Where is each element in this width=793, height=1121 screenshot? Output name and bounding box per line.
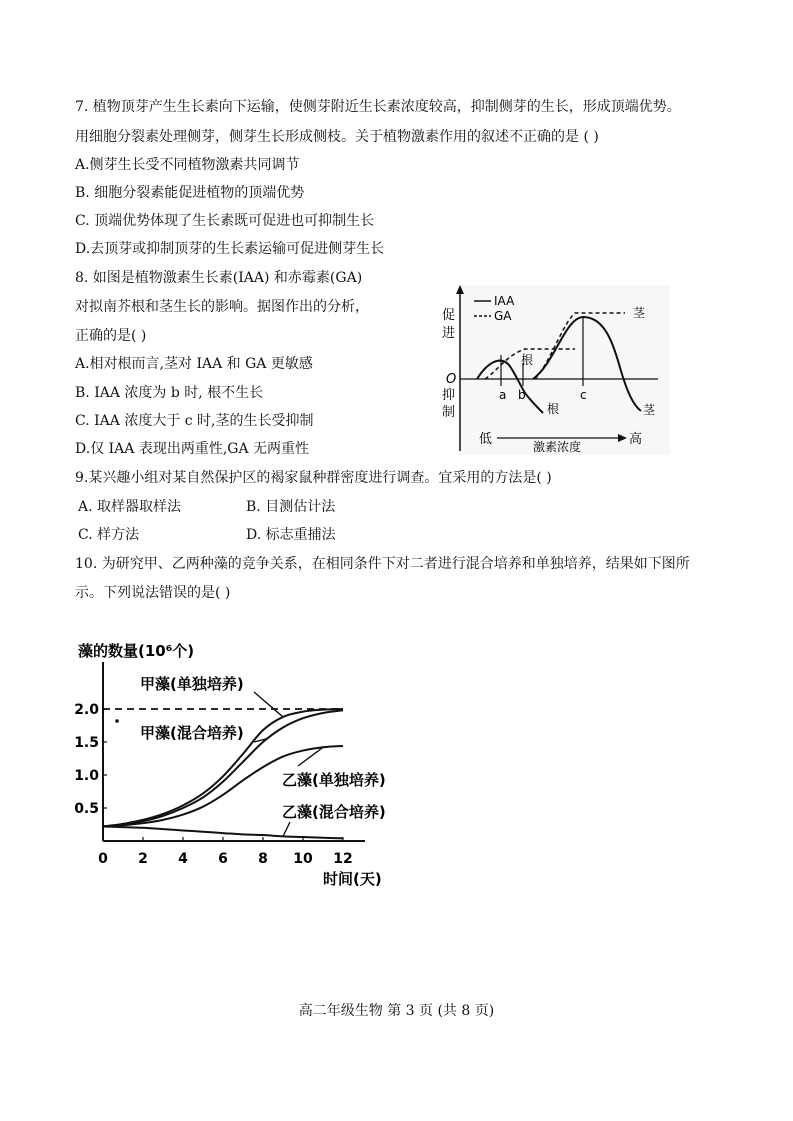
q7-stem-line2: 用细胞分裂素处理侧芽，侧芽生长形成侧枝。关于植物激素作用的叙述不正确的是 ( )	[75, 129, 599, 145]
chart-x-tick-label: 4	[178, 851, 188, 867]
legend-iaa: IAA	[494, 294, 515, 308]
q9-option-d: D. 标志重捕法	[246, 527, 336, 543]
tick-b: b	[518, 388, 526, 402]
series-yi-mixed-leader	[283, 822, 290, 836]
chart-y-tick-label: 1.5	[74, 735, 99, 751]
q7-option-b: B. 细胞分裂素能促进植物的顶端优势	[75, 185, 305, 201]
label-inhibit-2: 制	[442, 405, 456, 420]
q9-option-c: C. 样方法	[78, 527, 140, 543]
chart-x-tick-label: 12	[333, 851, 353, 867]
page-footer: 高二年级生物 第 3 页 (共 8 页)	[298, 1003, 495, 1019]
series-jia-mixed-label: 甲藻(混合培养)	[140, 724, 244, 742]
q10-stem-line1: 10. 为研究甲、乙两种藻的竞争关系，在相同条件下对二者进行混合培养和单独培养，结果如下图所	[75, 556, 690, 572]
label-low: 低	[479, 432, 493, 447]
q9-option-a: A. 取样器取样法	[78, 499, 182, 515]
series-yi-alone-label: 乙藻(单独培养)	[282, 771, 386, 789]
label-promote-2: 进	[442, 326, 456, 341]
q8-option-c: C. IAA 浓度大于 c 时,茎的生长受抑制	[75, 413, 314, 429]
label-promote-1: 促	[442, 308, 456, 323]
q8-option-b: B. IAA 浓度为 b 时, 根不生长	[75, 385, 264, 401]
tick-a: a	[499, 388, 507, 402]
x-label: 激素浓度	[533, 440, 582, 454]
series-jia-alone-label: 甲藻(单独培养)	[140, 675, 244, 693]
chart-x-label: 时间(天)	[323, 870, 382, 888]
algae-chart	[70, 632, 410, 897]
q8-stem-line2: 对拟南芥根和茎生长的影响。据图作出的分析，	[75, 299, 369, 315]
root-label-top: 根	[521, 353, 534, 367]
q7-option-a: A.侧芽生长受不同植物激素共同调节	[75, 157, 300, 173]
root-label-bottom: 根	[547, 402, 560, 416]
q8-stem-line3: 正确的是( )	[75, 328, 147, 344]
label-inhibit-1: 抑	[442, 388, 456, 403]
chart-x-tick-label: 6	[218, 851, 228, 867]
chart-x-tick-label: 10	[293, 851, 313, 867]
q8-stem-line1: 8. 如图是植物激素生长素(IAA) 和赤霉素(GA)	[75, 270, 363, 286]
series-yi-mixed-label: 乙藻(混合培养)	[282, 803, 386, 821]
q7-option-c: C. 顶端优势体现了生长素既可促进也可抑制生长	[75, 213, 375, 229]
hormone-figure	[415, 283, 680, 458]
chart-dot-mark	[115, 719, 119, 723]
chart-y-label: 藻的数量(10⁶个)	[78, 642, 195, 660]
q8-option-a: A.相对根而言,茎对 IAA 和 GA 更敏感	[75, 356, 313, 372]
series-jia-alone-leader	[254, 692, 283, 717]
chart-x-tick-label: 0	[98, 851, 108, 867]
series-yi-mixed-line	[103, 826, 343, 838]
legend-ga: GA	[494, 309, 512, 323]
q8-option-d: D.仅 IAA 表现出两重性,GA 无两重性	[75, 441, 310, 457]
chart-y-tick-label: 2.0	[74, 702, 99, 718]
label-high: 高	[629, 432, 643, 447]
q10-stem-line2: 示。下列说法错误的是( )	[75, 585, 231, 601]
q9-option-b: B. 目测估计法	[246, 499, 336, 515]
stem-label-bottom: 茎	[643, 403, 656, 417]
q7-stem-line1: 7. 植物顶芽产生生长素向下运输，使侧芽附近生长素浓度较高，抑制侧芽的生长，形成顶端优势。	[75, 99, 681, 115]
chart-x-tick-label: 2	[138, 851, 148, 867]
chart-x-tick-label: 8	[258, 851, 268, 867]
label-zero: O	[446, 372, 457, 387]
q7-option-d: D.去顶芽或抑制顶芽的生长素运输可促进侧芽生长	[75, 241, 385, 257]
tick-c: c	[580, 388, 587, 402]
q9-stem: 9.某兴趣小组对某自然保护区的褐家鼠种群密度进行调查。宜采用的方法是( )	[75, 470, 552, 486]
chart-y-tick-label: 1.0	[74, 768, 99, 784]
chart-y-tick-label: 0.5	[74, 801, 99, 817]
stem-label-top: 茎	[633, 306, 646, 320]
